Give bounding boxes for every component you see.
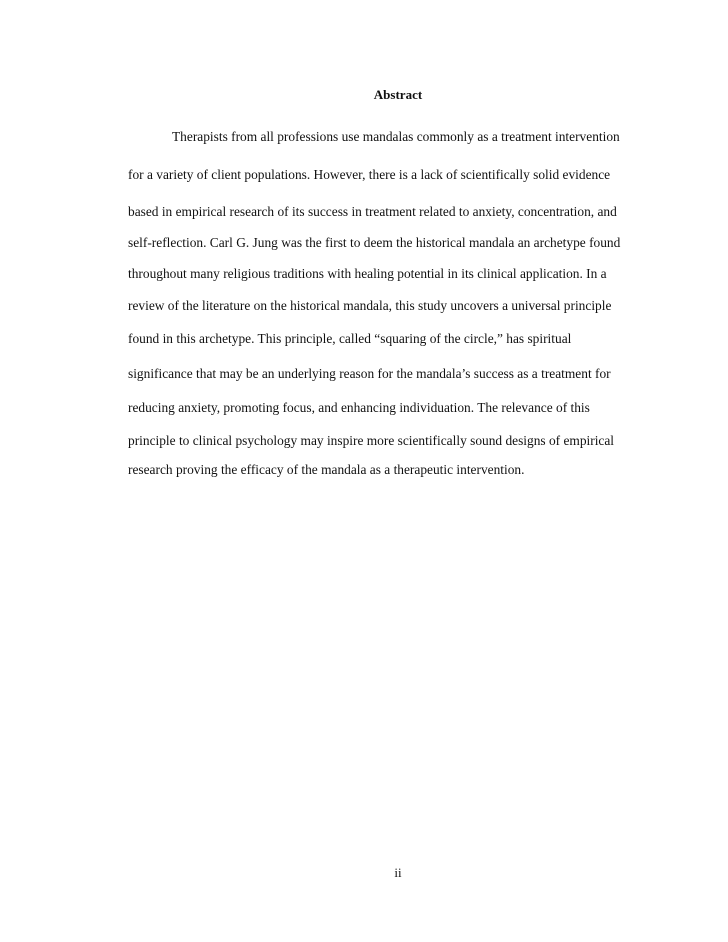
abstract-line-11: research proving the efficacy of the mandala as a therapeutic intervention. (128, 462, 525, 477)
abstract-line-6: review of the literature on the historical mandala, this study uncovers a universal principle (128, 298, 612, 313)
abstract-line-3: based in empirical research of its success in treatment related to anxiety, concentration, and (128, 204, 617, 219)
abstract-line-2: for a variety of client populations. However, there is a lack of scientifically solid evidence (128, 167, 611, 182)
abstract-line-9: reducing anxiety, promoting focus, and enhancing individuation. The relevance of this (128, 400, 590, 415)
abstract-line-5: throughout many religious traditions with healing potential in its clinical application. In a (128, 266, 607, 281)
abstract-line-7: found in this archetype. This principle, called “squaring of the circle,” has spiritual (128, 331, 572, 346)
page-number: ii (394, 865, 402, 880)
abstract-line-1: Therapists from all professions use mandalas commonly as a treatment intervention (172, 129, 620, 144)
abstract-line-10: principle to clinical psychology may inspire more scientifically sound designs of empirical (128, 433, 615, 448)
abstract-line-4: self-reflection. Carl G. Jung was the first to deem the historical mandala an archetype found (128, 235, 621, 250)
abstract-line-8: significance that may be an underlying reason for the mandala’s success as a treatment for (128, 366, 611, 381)
abstract-heading: Abstract (373, 87, 423, 102)
